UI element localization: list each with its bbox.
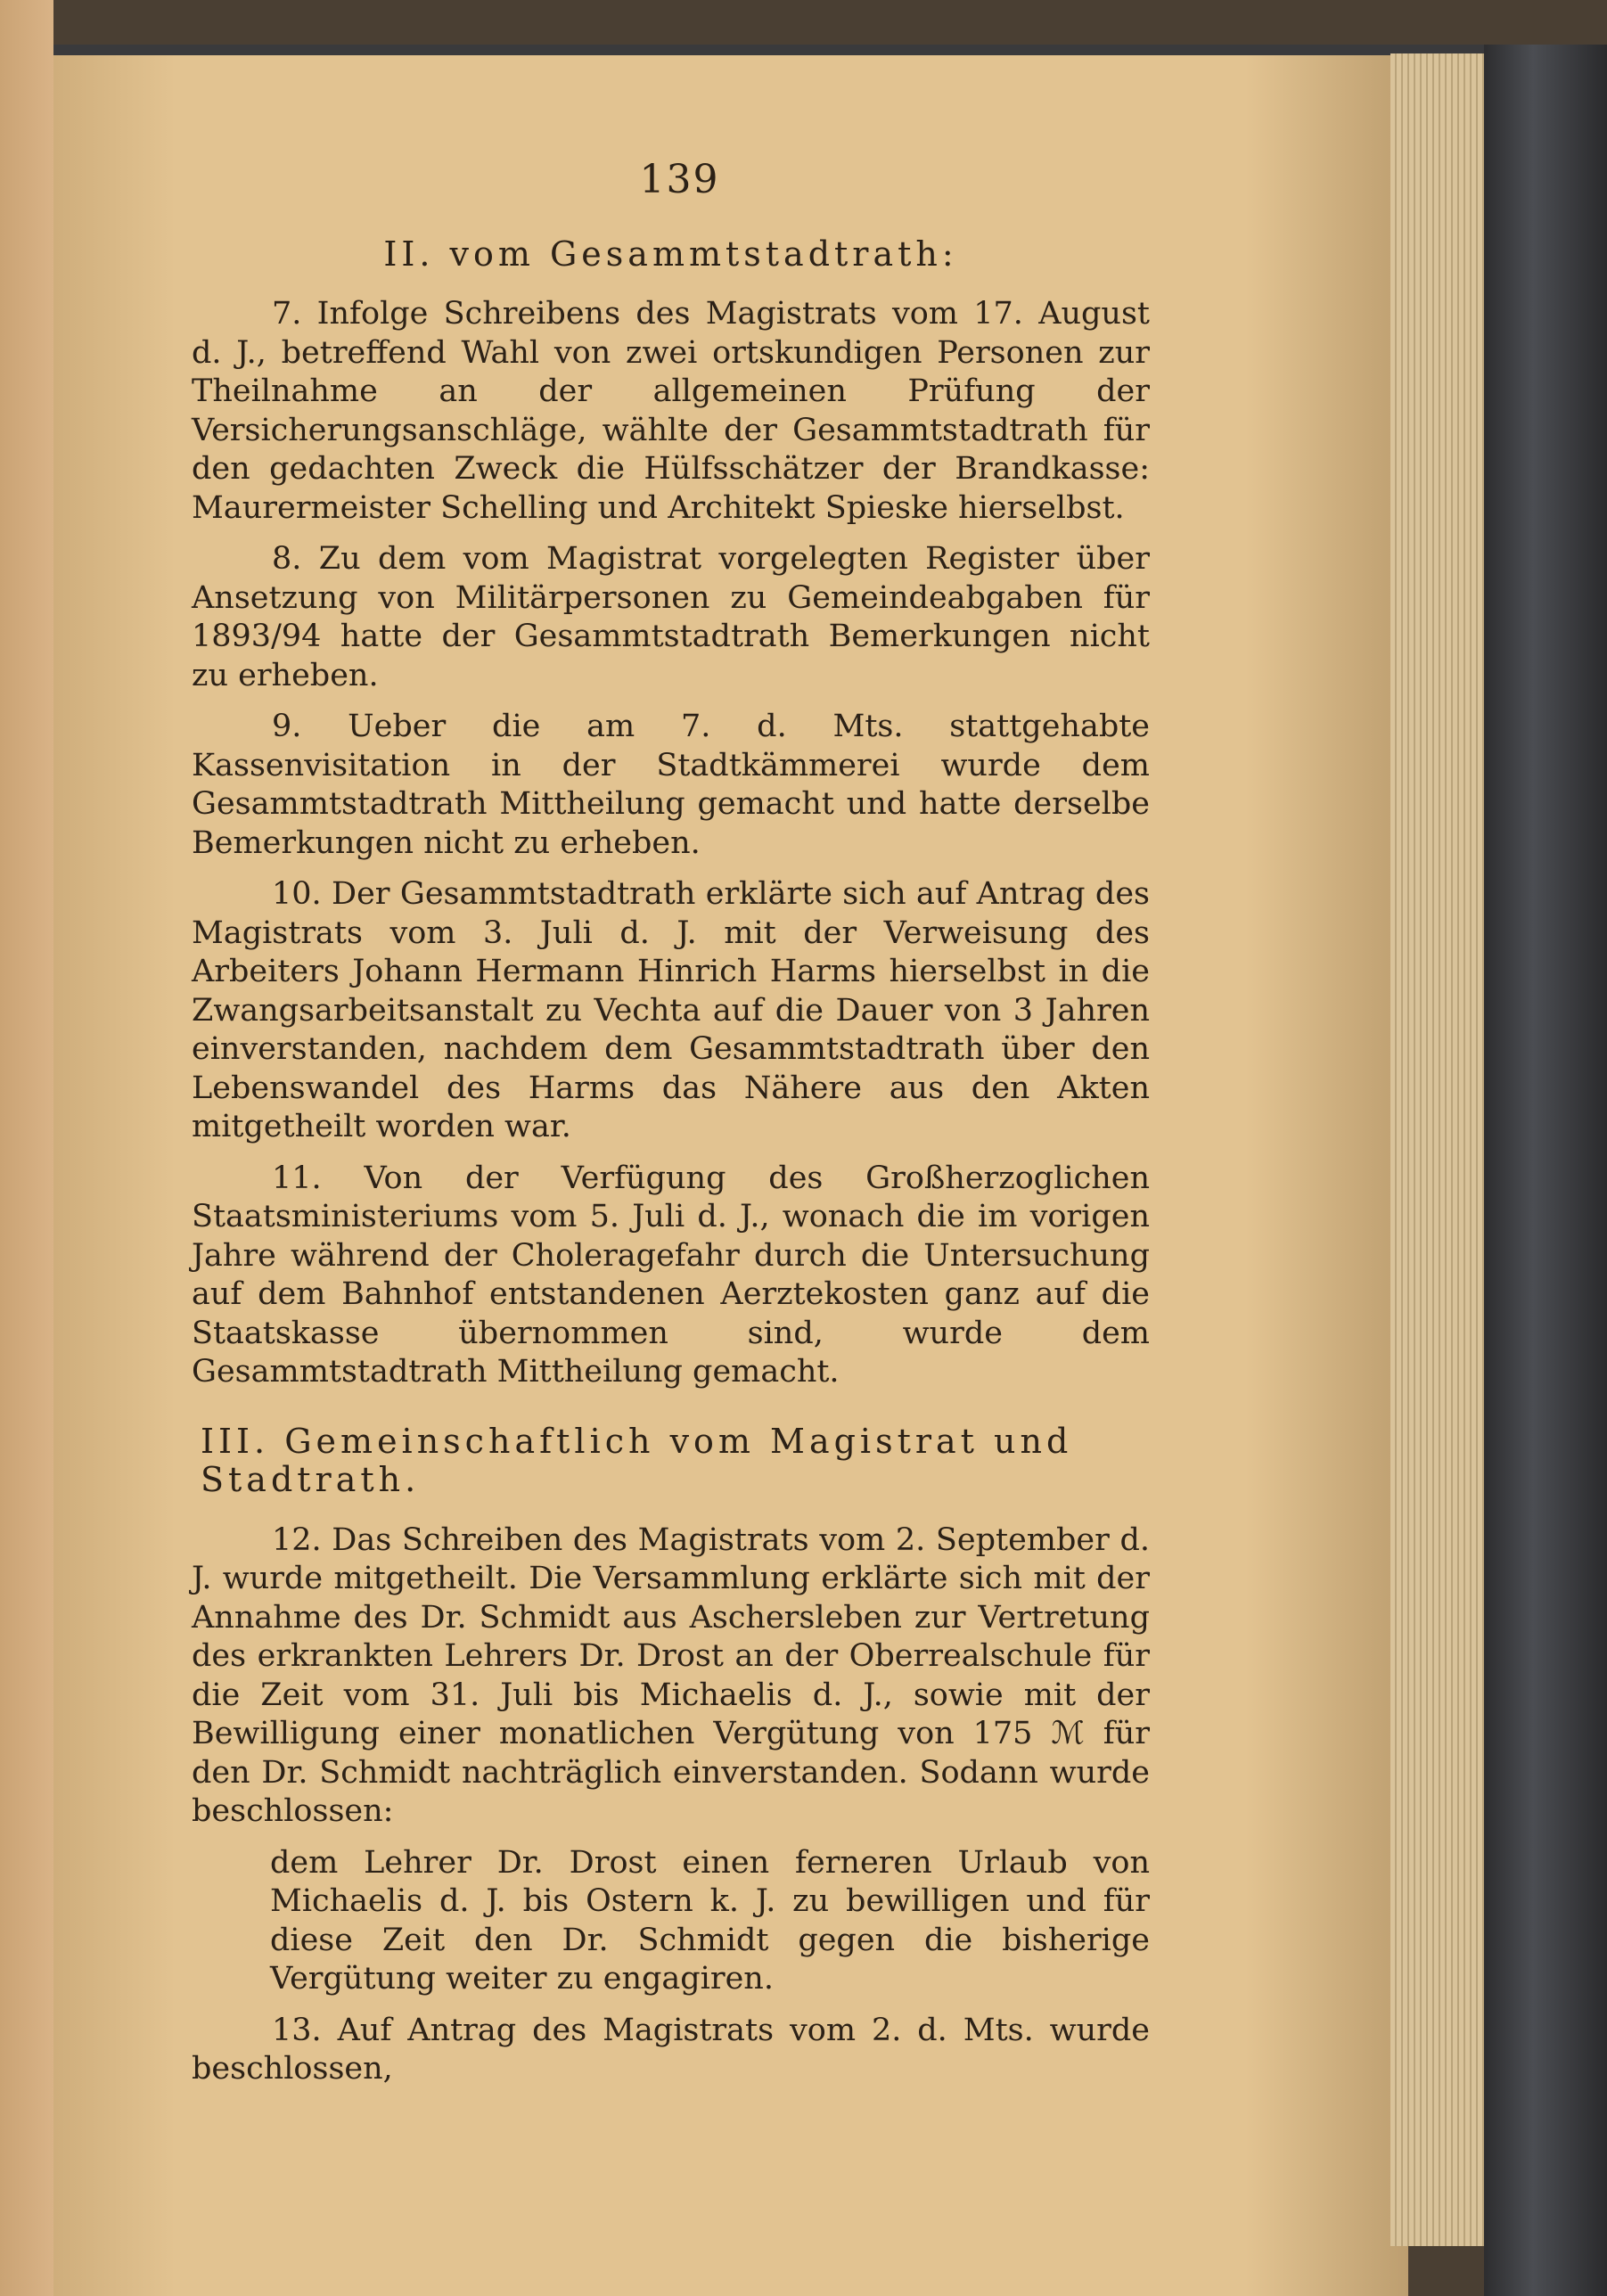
paragraph-12: 12. Das Schreiben des Magistrats vom 2. September d. J. wurde mitgetheilt. Die Versammlung erklärte sich mit der Annahme des Dr. Schmidt aus Aschersleben zur Vertretung des erkrankten Lehrers Dr. Drost an der Oberrealschule für die Zeit vom 31. Juli bis Michaelis d. J., sowie mit der Bewilligung einer monatlichen Vergütung von 175 ℳ für den Dr. Schmidt nachträglich einverstanden. Sodann wurde beschlossen: [192, 1521, 1150, 1829]
paragraph-10: 10. Der Gesammtstadtrath erklärte sich auf Antrag des Magistrats vom 3. Juli d. J. mit der Verweisung des Arbeiters Johann Hermann Hinrich Harms hierselbst in die Zwangsarbeitsanstalt zu Vechta auf die Dauer von 3 Jahren einverstanden, nachdem dem Gesammtstadtrath über den Lebenswandel des Harms das Nähere aus den Akten mitgetheilt worden war. [192, 876, 1150, 1144]
paragraph-9: 9. Ueber die am 7. d. Mts. stattgehabte Kassenvisitation in der Stadtkämmerei wurde dem Gesammtstadtrath Mittheilung gemacht und hatte derselbe Bemerkungen nicht zu erheben. [192, 709, 1150, 861]
book-gutter [0, 0, 53, 2296]
page-text [192, 157, 1150, 2102]
page-number: 139 [639, 157, 720, 202]
section-heading-ii: II. vom Gesammtstadtrath: [383, 234, 958, 274]
paragraph-7: 7. Infolge Schreibens des Magistrats vom 17. August d. J., betreffend Wahl von zwei ortskundigen Personen zur Theilnahme an der allgemeinen Prüfung der Versicherungsanschläge, wählte der Gesammtstadtrath für den gedachten Zweck die Hülfsschätzer der Brandkasse: Maurermeister Schelling und Architekt Spieske hierselbst. [192, 296, 1150, 526]
section-heading-iii: III. Gemeinschaftlich vom Magistrat und Stadtrath. [201, 1421, 1073, 1499]
paragraph-13: 13. Auf Antrag des Magistrats vom 2. d. Mts. wurde beschlossen, [192, 2012, 1150, 2087]
paragraph-8: 8. Zu dem vom Magistrat vorgelegten Register über Ansetzung von Militärpersonen zu Gemeindeabgaben für 1893/94 hatte der Gesammtstadtrath Bemerkungen nicht zu erheben. [192, 541, 1150, 693]
resolution-block: dem Lehrer Dr. Drost einen ferneren Urlaub von Michaelis d. J. bis Ostern k. J. zu bewilligen und für diese Zeit den Dr. Schmidt gegen die bisherige Vergütung weiter zu engagiren. [270, 1844, 1150, 1997]
page-edges [1390, 53, 1488, 2246]
book-cover [1484, 45, 1607, 2296]
paragraph-11: 11. Von der Verfügung des Großherzoglichen Staatsministeriums vom 5. Juli d. J., wonach die im vorigen Jahre während der Choleragefahr durch die Untersuchung auf dem Bahnhof entstandenen Aerztekosten ganz auf die Staatskasse übernommen sind, wurde dem Gesammtstadtrath Mittheilung gemacht. [192, 1160, 1150, 1390]
